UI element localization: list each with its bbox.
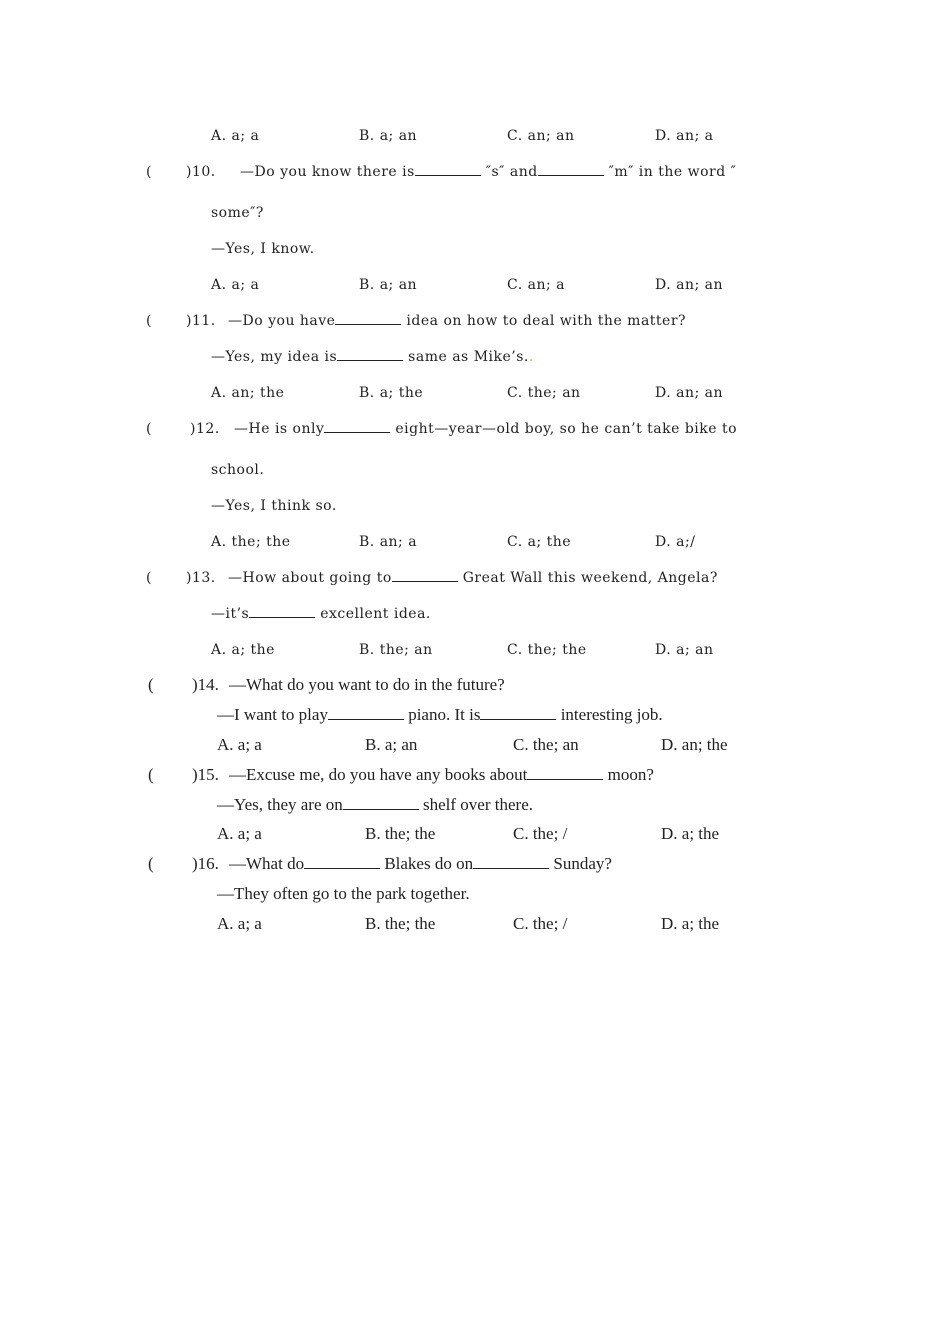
question-number: )10. [186, 164, 216, 180]
answer-paren[interactable]: ( [148, 675, 154, 694]
answer-paren[interactable]: ( [146, 570, 152, 586]
option-b: B. an; a [359, 534, 418, 550]
option-a: A. a; a [211, 128, 260, 144]
question-number: )15. [192, 765, 219, 784]
question-text: —How about going to Great Wall this weekend, Angela? [228, 570, 718, 586]
option-b: B. the; an [359, 642, 433, 658]
question-number: )13. [186, 570, 216, 586]
option-a: A. a; a [217, 824, 262, 843]
answer-paren[interactable]: ( [146, 421, 152, 437]
answer-blank [335, 323, 401, 325]
option-d: D. an; an [655, 385, 724, 401]
option-d: D. a; an [655, 642, 714, 658]
option-b: B. the; the [365, 914, 436, 933]
option-a: A. a; the [211, 642, 275, 658]
option-c: C. the; the [507, 642, 587, 658]
option-b: B. a; an [359, 128, 418, 144]
answer-blank [527, 778, 603, 780]
option-b: B. the; the [365, 824, 436, 843]
answer-blank [328, 718, 404, 720]
option-d: D. an; an [655, 277, 724, 293]
option-a: A. a; a [217, 735, 262, 754]
answer-line: —They often go to the park together. [217, 884, 470, 903]
option-c: C. the; / [513, 914, 568, 933]
answer-line: —Yes, my idea is same as Mike’s.. [211, 349, 534, 365]
answer-paren[interactable]: ( [148, 854, 154, 873]
option-d: D. a; the [661, 914, 720, 933]
option-d: D. an; the [661, 735, 728, 754]
option-b: B. a; the [359, 385, 424, 401]
option-a: A. the; the [211, 534, 291, 550]
question-text-cont: some″? [211, 205, 264, 221]
option-d: D. a; the [661, 824, 720, 843]
question-text: —He is only eight—year—old boy, so he can’t take bike to [234, 421, 738, 437]
answer-line: —Yes, they are on shelf over there. [217, 795, 533, 814]
answer-blank [337, 359, 403, 361]
question-number: )16. [192, 854, 219, 873]
stray-dot-mark: . [528, 349, 534, 365]
option-c: C. an; a [507, 277, 565, 293]
question-number: )12. [190, 421, 220, 437]
option-c: C. the; / [513, 824, 568, 843]
option-c: C. the; an [513, 735, 579, 754]
answer-paren[interactable]: ( [146, 313, 152, 329]
option-a: A. a; a [211, 277, 260, 293]
option-a: A. an; the [211, 385, 285, 401]
question-text: —What do Blakes do on Sunday? [229, 854, 612, 873]
answer-paren[interactable]: ( [148, 765, 154, 784]
question-text: —Do you know there is ″s″ and ″m″ in the word ″ [240, 164, 737, 180]
question-text: —Do you have idea on how to deal with the matter? [228, 313, 687, 329]
option-b: B. a; an [365, 735, 418, 754]
option-c: C. a; the [507, 534, 572, 550]
option-d: D. a;/ [655, 534, 696, 550]
option-c: C. an; an [507, 128, 575, 144]
question-text: —Excuse me, do you have any books about moon? [229, 765, 654, 784]
option-c: C. the; an [507, 385, 581, 401]
option-a: A. a; a [217, 914, 262, 933]
answer-blank [415, 174, 481, 176]
question-number: )14. [192, 675, 219, 694]
answer-blank [480, 718, 556, 720]
option-d: D. an; a [655, 128, 714, 144]
answer-blank [304, 867, 380, 869]
answer-blank [392, 580, 458, 582]
answer-blank [324, 431, 390, 433]
question-text-cont: school. [211, 462, 265, 478]
answer-line: —Yes, I think so. [211, 498, 337, 514]
answer-blank [249, 616, 315, 618]
answer-line: —I want to play piano. It is interesting job. [217, 705, 663, 724]
answer-blank [343, 808, 419, 810]
answer-blank [473, 867, 549, 869]
question-number: )11. [186, 313, 216, 329]
answer-line: —it’s excellent idea. [211, 606, 431, 622]
answer-blank [538, 174, 604, 176]
option-b: B. a; an [359, 277, 418, 293]
answer-paren[interactable]: ( [146, 164, 152, 180]
question-text: —What do you want to do in the future? [229, 675, 505, 694]
answer-line: —Yes, I know. [211, 241, 315, 257]
